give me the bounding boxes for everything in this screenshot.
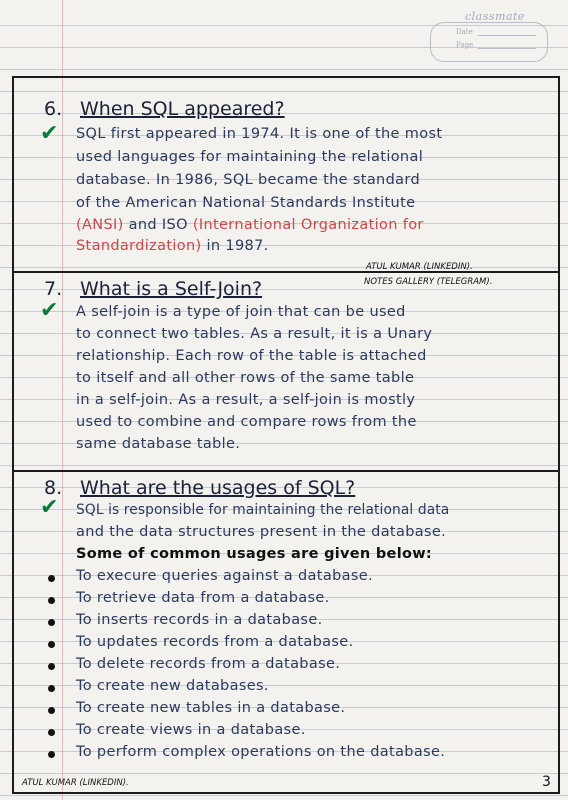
answer-line: [76, 238, 269, 254]
usages-intro: Some of common usages are given below:: [76, 546, 433, 562]
channel-credit: NOTES GALLERY (TELEGRAM).: [364, 277, 493, 287]
answer-line: to itself and all other rows of the same table: [76, 370, 415, 386]
check-mark-icon: ✔: [40, 121, 59, 146]
check-mark-icon: ✔: [40, 298, 59, 323]
answer-line: of the American National Standards Institute: [76, 195, 416, 211]
usage-item: To create new tables in a database.: [76, 700, 346, 716]
date-label: Date: [456, 28, 473, 36]
usage-item: To delete records from a database.: [76, 656, 341, 672]
answer-line: to connect two tables. As a result, it is a Unary: [76, 326, 433, 342]
bullet-dot: [48, 707, 55, 714]
answer-line: SQL is responsible for maintaining the relational data: [76, 502, 450, 518]
question-title: What is a Self-Join?: [80, 278, 263, 300]
answer-line: used to combine and compare rows from the: [76, 414, 417, 430]
highlighted-text: (International Organization for: [192, 217, 424, 233]
answer-line: A self-join is a type of join that can be used: [76, 304, 406, 320]
bullet-dot: [48, 729, 55, 736]
answer-line: same database table.: [76, 436, 241, 452]
usage-item: To execure queries against a database.: [76, 568, 373, 584]
usage-item: To create new databases.: [76, 678, 269, 694]
highlighted-text: Standardization): [76, 238, 202, 254]
bullet-dot: [48, 751, 55, 758]
bullet-dot: [48, 597, 55, 604]
question-number: 8.: [44, 477, 63, 499]
footer-credit: ATUL KUMAR (LINKEDIN).: [22, 778, 129, 788]
bullet-dot: [48, 663, 55, 670]
bullet-dot: [48, 575, 55, 582]
bullet-dot: [48, 641, 55, 648]
brand-logo: classmate: [465, 10, 525, 23]
check-mark-icon: ✔: [40, 495, 59, 520]
answer-text: and ISO: [123, 217, 193, 233]
bullet-dot: [48, 619, 55, 626]
date-line: [478, 35, 536, 36]
answer-line: database. In 1986, SQL became the standard: [76, 172, 421, 188]
author-credit: ATUL KUMAR (LINKEDIN).: [366, 262, 473, 272]
bullet-dot: [48, 685, 55, 692]
question-title: When SQL appeared?: [80, 98, 285, 120]
page-line: [478, 48, 536, 49]
question-number: 7.: [44, 278, 63, 300]
highlighted-text: (ANSI): [76, 217, 124, 233]
page-number: 3: [542, 774, 551, 790]
answer-line: relationship. Each row of the table is attached: [76, 348, 427, 364]
answer-text: in 1987.: [201, 238, 269, 254]
answer-line: in a self-join. As a result, a self-join is mostly: [76, 392, 416, 408]
answer-line: SQL first appeared in 1974. It is one of the most: [76, 126, 443, 142]
usage-item: To inserts records in a database.: [76, 612, 323, 628]
section-divider: [12, 470, 560, 472]
usage-item: To retrieve data from a database.: [76, 590, 330, 606]
answer-line: [76, 217, 424, 233]
date-page-frame: [430, 22, 548, 62]
question-number: 6.: [44, 98, 63, 120]
notebook-brand-stamp: [430, 8, 550, 60]
usage-item: To perform complex operations on the database.: [76, 744, 446, 760]
page-label: Page: [456, 41, 474, 49]
answer-line: and the data structures present in the database.: [76, 524, 447, 540]
answer-line: used languages for maintaining the relational: [76, 149, 424, 165]
section-divider: [12, 271, 560, 273]
usage-item: To updates records from a database.: [76, 634, 354, 650]
usage-item: To create views in a database.: [76, 722, 306, 738]
question-title: What are the usages of SQL?: [80, 477, 356, 499]
